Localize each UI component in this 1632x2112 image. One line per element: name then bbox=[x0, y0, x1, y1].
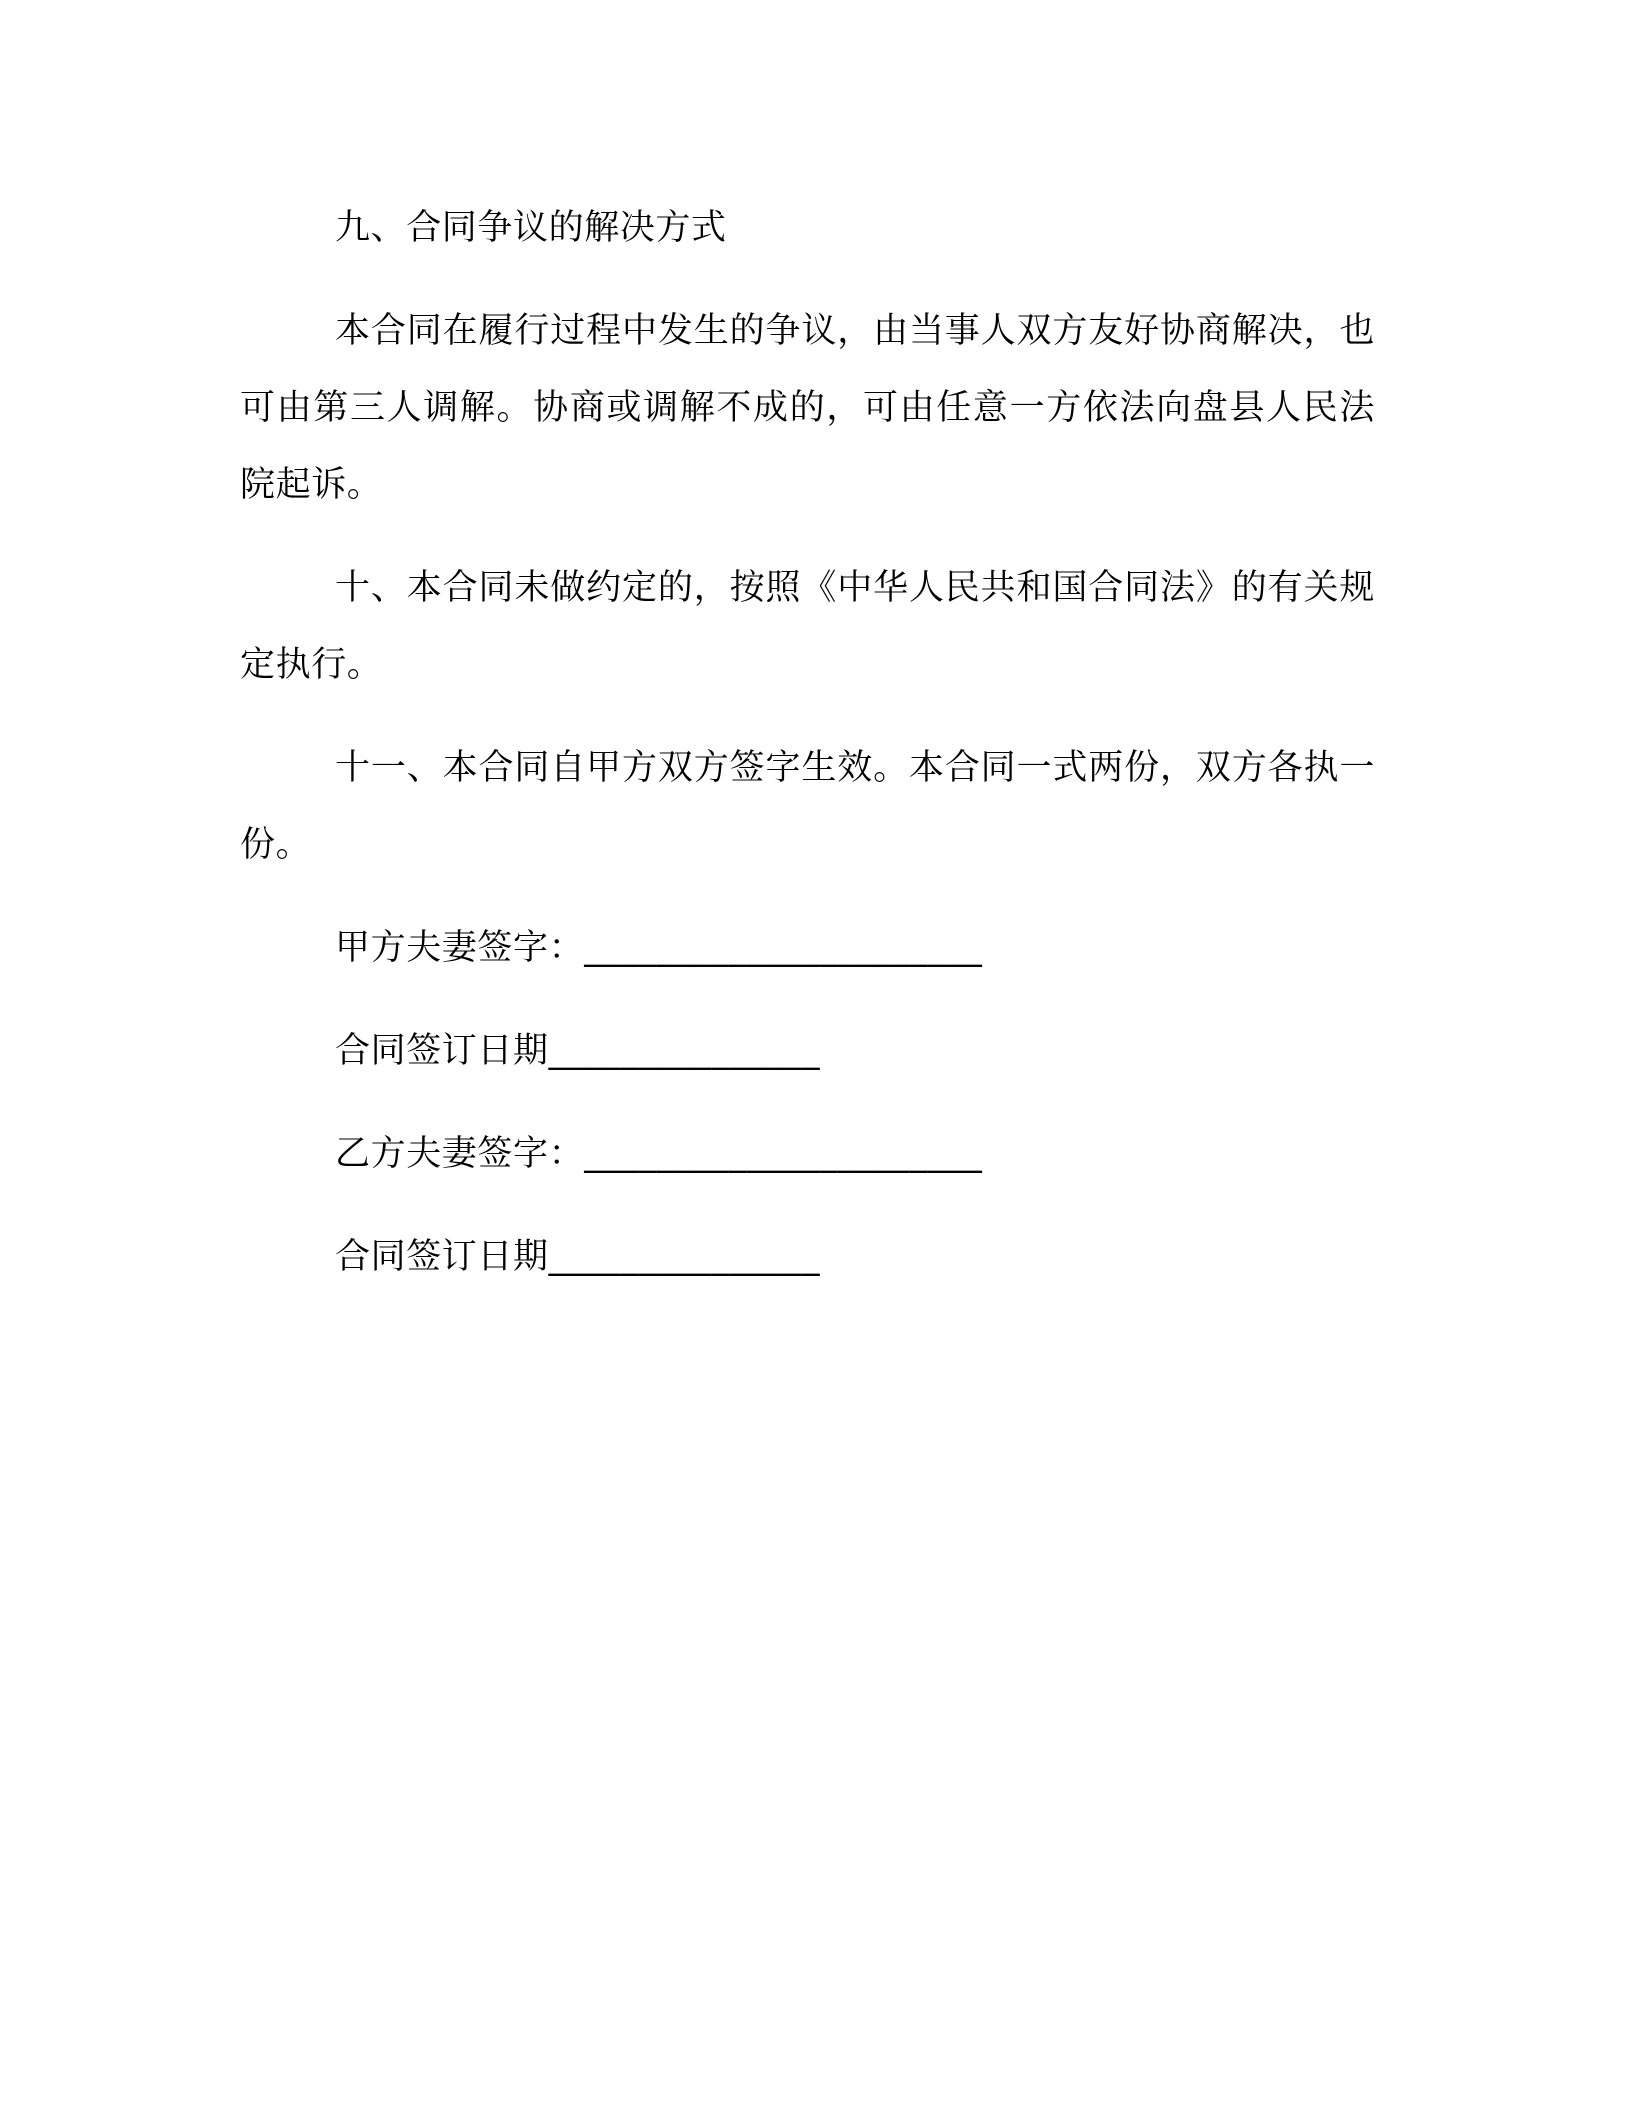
section-9-body: 本合同在履行过程中发生的争议，由当事人双方友好协商解决，也可由第三人调解。协商或调解不成的，可由任意一方依法向盘县人民法院起诉。 bbox=[240, 311, 1375, 505]
party-b-signing-date-line: 合同签订日期_______________ bbox=[335, 1237, 821, 1277]
party-a-signing-date-line: 合同签订日期_______________ bbox=[335, 1031, 821, 1071]
section-11-body: 十一、本合同自甲方双方签字生效。本合同一式两份，双方各执一份。 bbox=[240, 748, 1375, 865]
document-content bbox=[240, 190, 1375, 1322]
party-b-signature-line: 乙方夫妻签字：______________________ bbox=[335, 1134, 983, 1174]
section-10-body: 十、本合同未做约定的，按照《中华人民共和国合同法》的有关规定执行。 bbox=[240, 568, 1375, 685]
section-9-heading: 九、合同争议的解决方式 bbox=[335, 208, 727, 248]
party-a-signature-line: 甲方夫妻签字：______________________ bbox=[335, 928, 983, 968]
